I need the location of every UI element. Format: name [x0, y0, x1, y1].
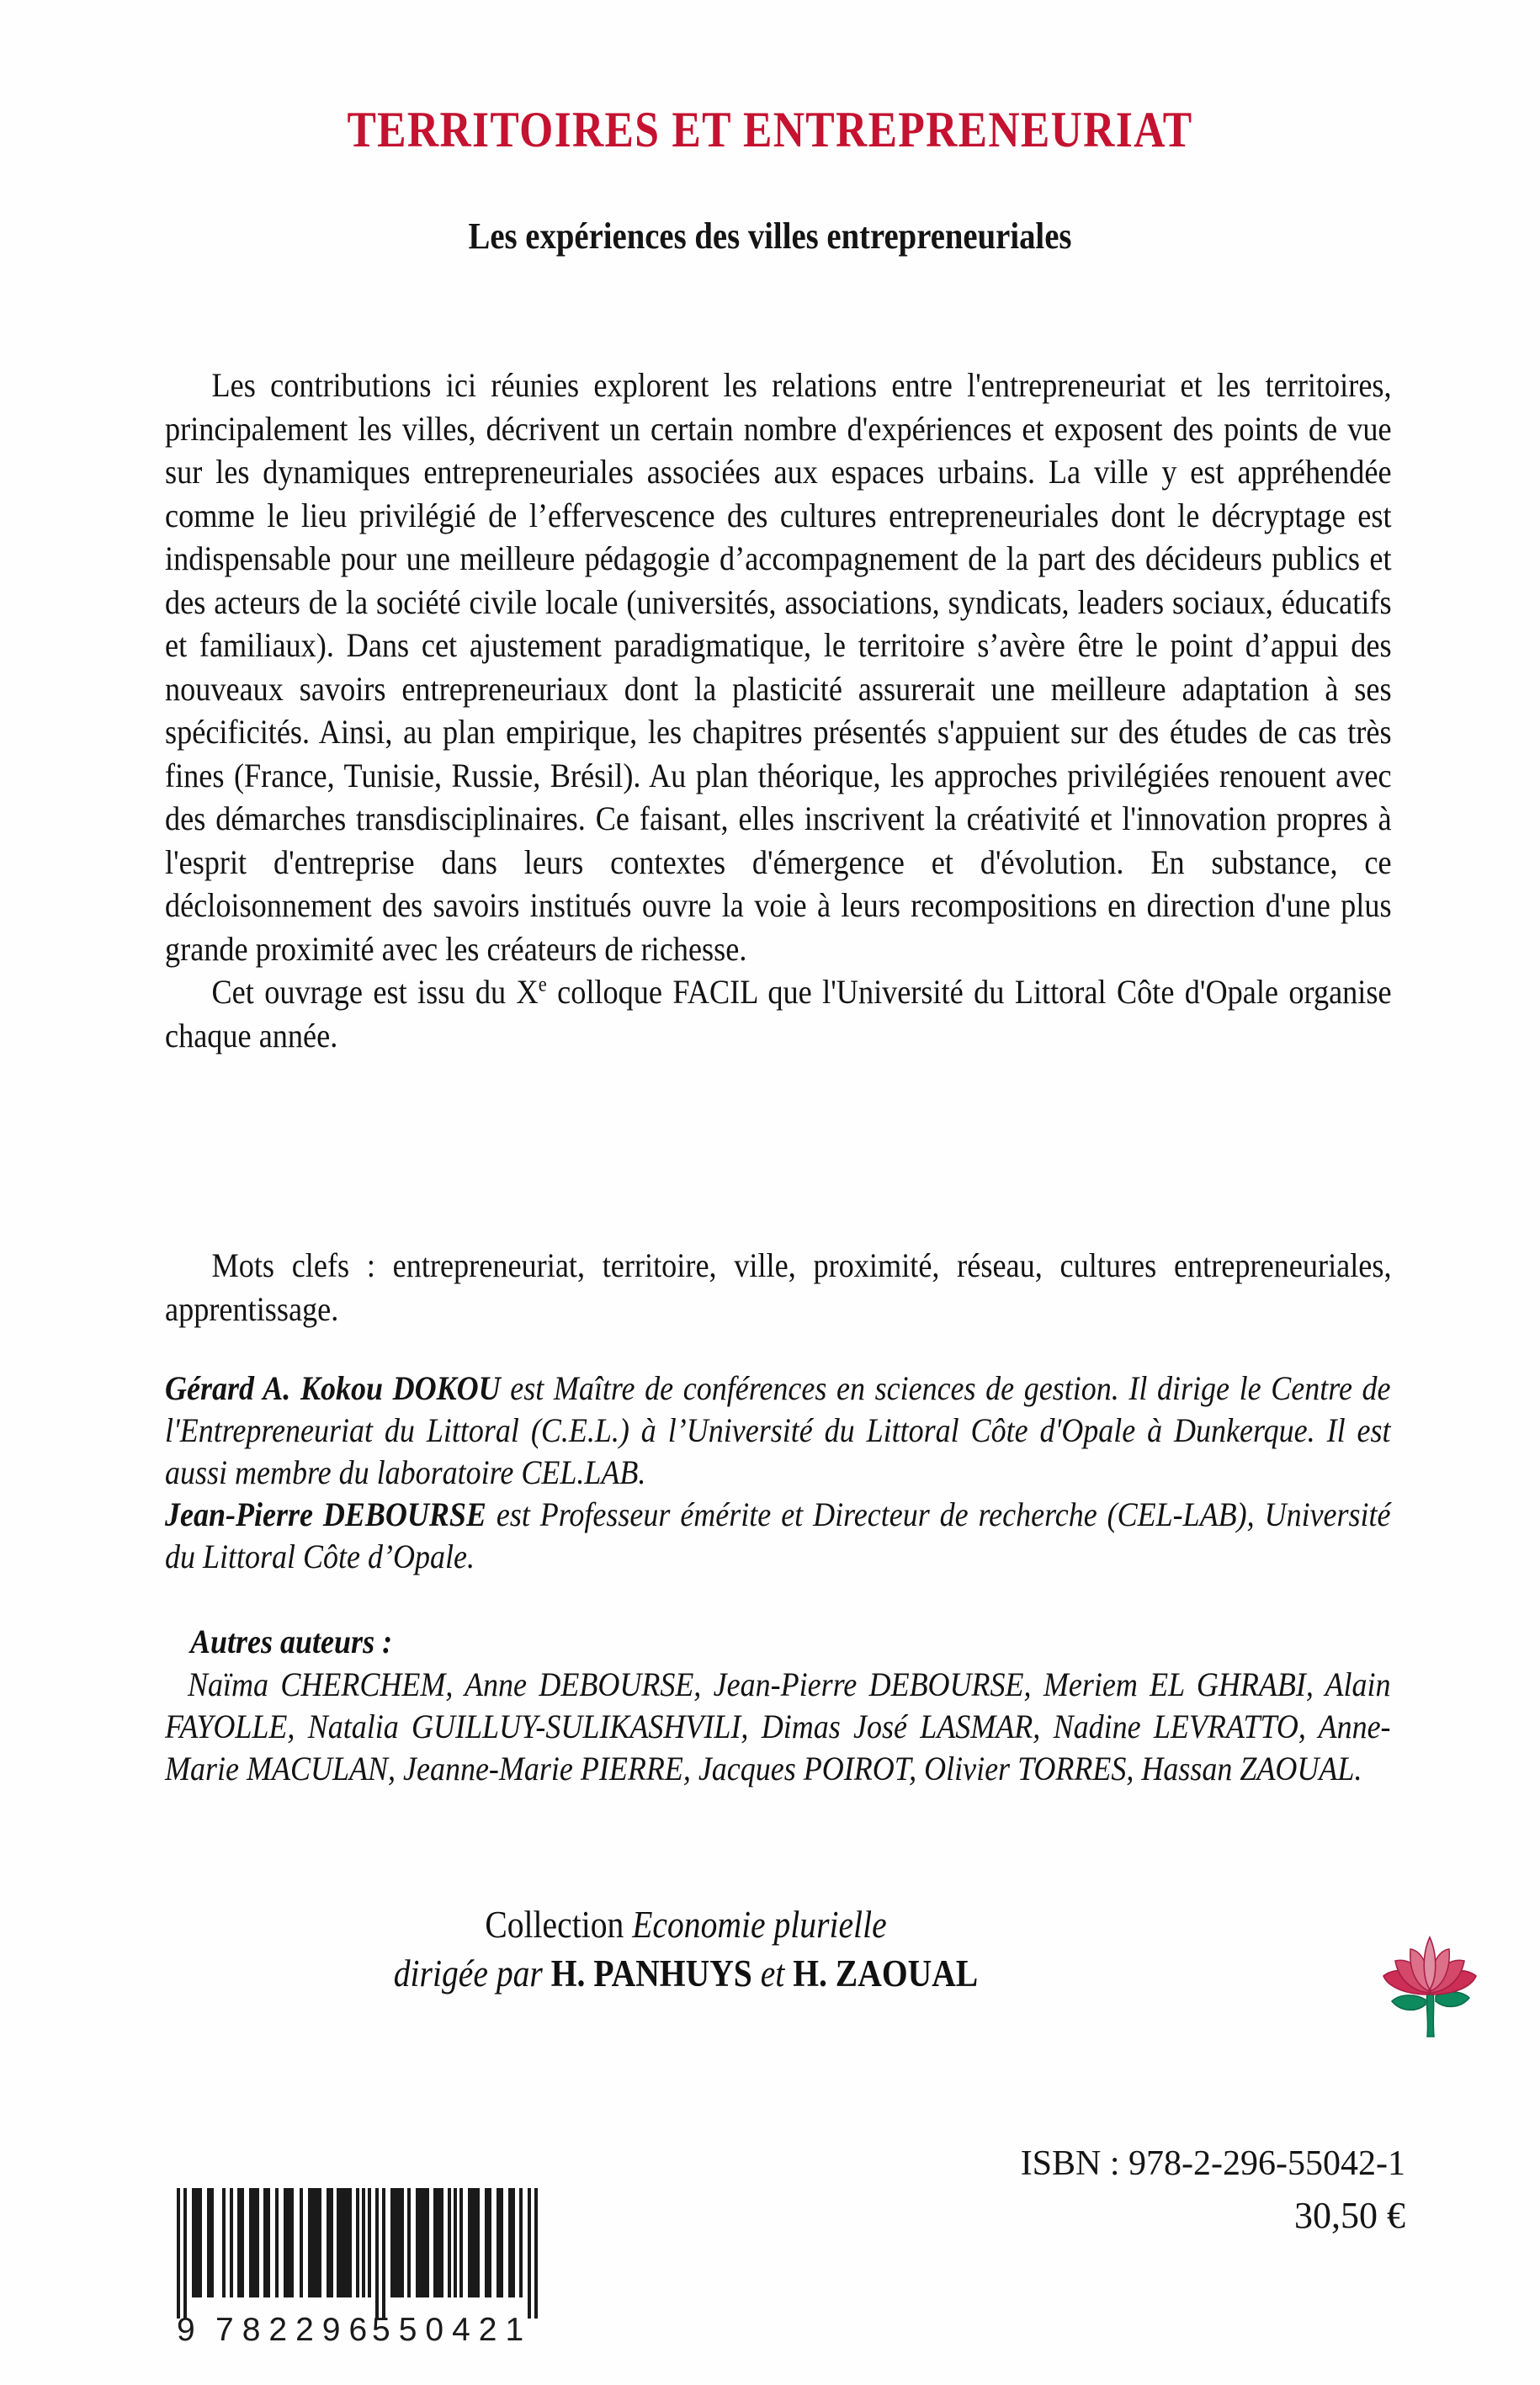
page-title: TERRITOIRES ET ENTREPRENEURIAT: [347, 102, 1193, 157]
barcode-digits: [177, 2312, 539, 2359]
other-authors-heading: Autres auteurs :: [190, 1623, 393, 1660]
editor-2-name: Jean-Pierre DEBOURSE: [165, 1495, 486, 1533]
keywords-section: [165, 1244, 1392, 1331]
collection-label: Collection: [485, 1904, 633, 1946]
collection-name: Economie plurielle: [632, 1904, 887, 1946]
barcode-first-digit: 9: [177, 2312, 195, 2348]
director-2-name: H. ZAOUAL: [793, 1952, 979, 1995]
editor-1-bio-text: est Maître de conférences en sciences de gestion. Il dirige le Centre de l'Entrepreneuriat du Littoral (C.E.L.) à l’Université du Littoral Côte d'Opale à Dunkerque. Il est aussi membre du laboratoire CEL.LAB.: [165, 1369, 1391, 1491]
barcode-right-group: 550421: [372, 2312, 533, 2348]
other-authors-section: [165, 1620, 1392, 1790]
isbn-barcode: [177, 2188, 539, 2365]
editor-bio-2: [165, 1494, 1391, 1578]
isbn-price-block: [1021, 2138, 1405, 2242]
blurb-paragraph-2-after: colloque FACIL que l'Université du Littoral Côte d'Opale organise chaque année.: [165, 973, 1392, 1054]
barcode-left-group: 782296: [215, 2312, 376, 2348]
blurb-paragraph-2: [165, 970, 1392, 1057]
collection-line-1: [194, 1900, 1178, 1949]
blurb-section: [165, 364, 1392, 1057]
collection-line-2: [194, 1949, 1178, 1998]
barcode-bars: [177, 2188, 539, 2319]
lotus-flower-logo: [1370, 1912, 1488, 2038]
other-authors-list: Naïma CHERCHEM, Anne DEBOURSE, Jean-Pierre DEBOURSE, Meriem EL GHRABI, Alain FAYOLLE, Natalia GUILLUY-SULIKASHVILI, Dimas José LASMAR, Nadine LEVRATTO, Anne-Marie MACULAN, Jeanne-Marie PIERRE, Jacques POIROT, Olivier TORRES, Hassan ZAOUAL.: [165, 1665, 1391, 1787]
isbn-text: ISBN : 978-2-296-55042-1: [1020, 2144, 1405, 2183]
keywords-text: Mots clefs : entrepreneuriat, territoire, ville, proximité, réseau, cultures entrepreneuriales, apprentissage.: [165, 1246, 1392, 1328]
blurb-paragraph-1: Les contributions ici réunies explorent les relations entre l'entrepreneuriat et les territoires, principalement les villes, décrivent un certain nombre d'expériences et exposent des points de vue sur les dynamiques entrepreneuriales associées aux espaces urbains. La ville y est appréhendée comme le lieu privilégié de l’effervescence des cultures entrepreneuriales dont le décryptage est indispensable pour une meilleure pédagogie d’accompagnement de la part des décideurs publics et des acteurs de la société civile locale (universités, associations, syndicats, leaders sociaux, éducatifs et familiaux). Dans cet ajustement paradigmatique, le territoire s’avère être le point d’appui des nouveaux savoirs entrepreneuriaux dont la plasticité assurerait une meilleure adaptation à ses spécificités. Ainsi, au plan empirique, les chapitres présentés s'appuient sur des études de cas très fines (France, Tunisie, Russie, Brésil). Au plan théorique, les approches privilégiées renouent avec des démarches transdisciplinaires. Ce faisant, elles inscrivent la créativité et l'innovation propres à l'esprit d'entreprise dans leurs contextes d'émergence et d'évolution. En substance, ce décloisonnement des savoirs institués ouvre la voie à leurs recompositions en direction d'une plus grande proximité avec les créateurs de richesse.: [165, 366, 1392, 968]
editor-bio-1: [165, 1368, 1391, 1494]
conjunction-et: et: [751, 1952, 794, 1995]
editor-bio-section: [165, 1368, 1392, 1578]
editor-2-bio-text: est Professeur émérite et Directeur de recherche (CEL-LAB), Université du Littoral Côte d’Opale.: [165, 1495, 1391, 1575]
ordinal-superscript: e: [538, 973, 547, 996]
editor-1-name: Gérard A. Kokou DOKOU: [165, 1369, 501, 1407]
directed-by-label: dirigée par: [393, 1952, 551, 1995]
price-text: 30,50 €: [1294, 2195, 1405, 2236]
page-subtitle: Les expériences des villes entrepreneuriales: [468, 215, 1072, 257]
collection-credit: [126, 1900, 1245, 1998]
blurb-paragraph-2-before: Cet ouvrage est issu du X: [211, 973, 539, 1011]
director-1-name: H. PANHUYS: [550, 1952, 752, 1995]
